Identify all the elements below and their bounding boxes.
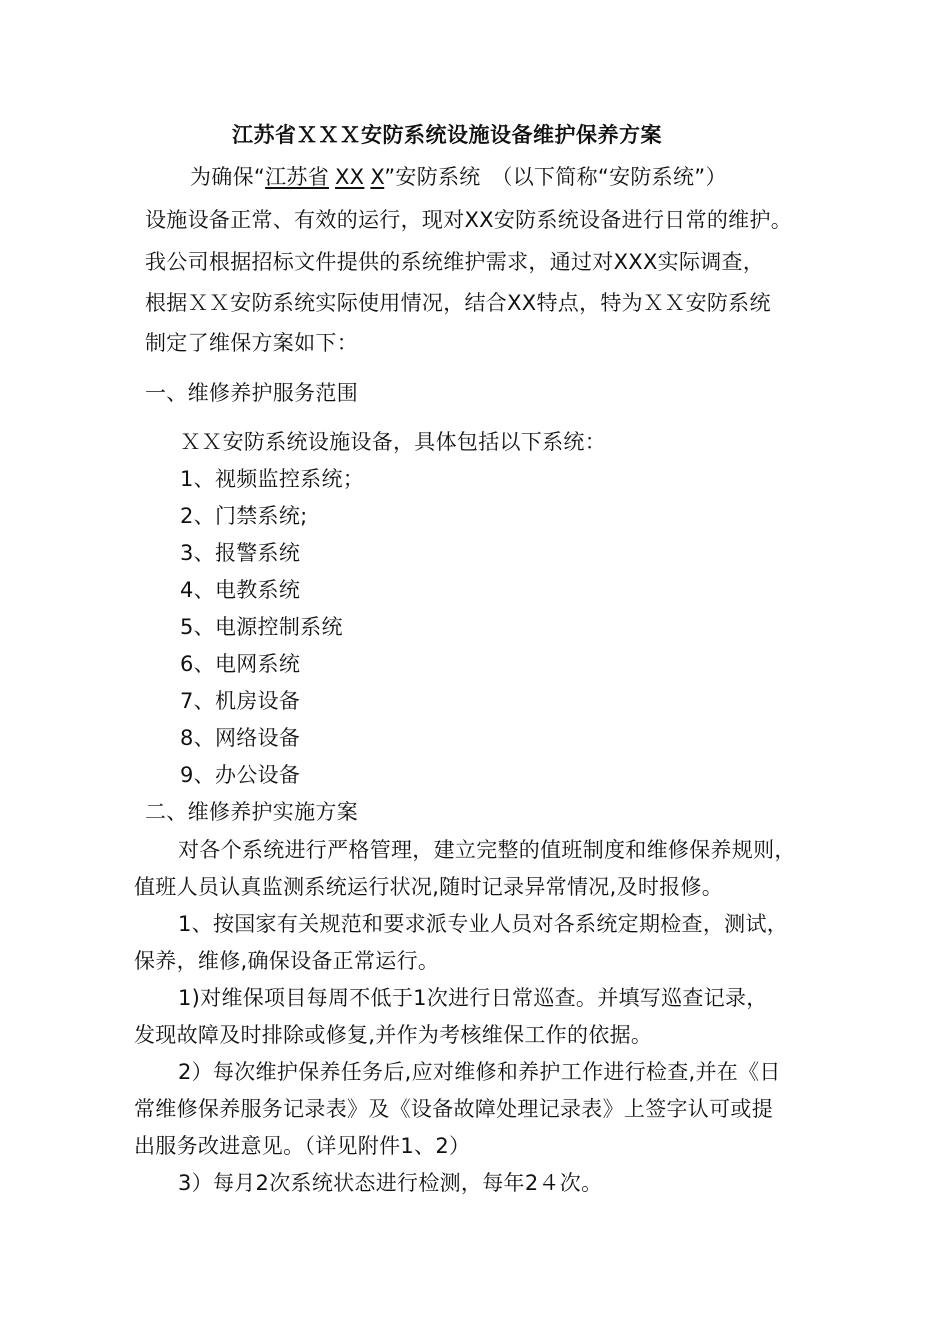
paragraph-inspection-line-2: 保养，维修,确保设备正常运行。 [134, 949, 440, 973]
system-list-item: 5、电源控制系统 [180, 615, 343, 639]
intro-line-2: 设施设备正常、有效的运行，现对XX安防系统设备进行日常的维护。 [145, 208, 793, 232]
system-list-item: 7、机房设备 [180, 689, 301, 713]
intro-underlined-province: 江苏省 [265, 165, 329, 189]
system-list-item: 8、网络设备 [180, 726, 301, 750]
intro-underlined-xx: XX [335, 165, 365, 189]
system-list-item: 6、电网系统 [180, 652, 301, 676]
paragraph-weekly-line-2: 发现故障及时排除或修复,并作为考核维保工作的依据。 [134, 1023, 653, 1047]
intro-line-1 [190, 163, 727, 191]
system-list-item: 9、办公设备 [180, 763, 301, 787]
paragraph-weekly-line-1: 1)对维保项目每周不低于1次进行日常巡查。并填写巡查记录， [178, 986, 768, 1010]
intro-line-1-suffix: ”安防系统 （以下简称“安防系统”） [384, 165, 727, 189]
intro-line-1-prefix: 为确保“ [190, 165, 266, 189]
system-list-item: 4、电教系统 [180, 578, 301, 602]
section-1-lead: ＸＸ安防系统设施设备，具体包括以下系统： [180, 430, 606, 454]
paragraph-management-line-2: 值班人员认真监测系统运行状况,随时记录异常情况,及时报修。 [134, 875, 724, 899]
paragraph-management-line-1: 对各个系统进行严格管理，建立完整的值班制度和维修保养规则， [178, 838, 796, 862]
intro-line-5: 制定了维保方案如下： [145, 331, 358, 355]
paragraph-monthly-line-1: 3）每月2次系统状态进行检测，每年2４次。 [178, 1171, 603, 1195]
paragraph-records-line-3: 出服务改进意见。（详见附件1、2） [134, 1134, 471, 1158]
intro-line-4: 根据ＸＸ安防系统实际使用情况，结合XX特点，特为ＸＸ安防系统 [145, 291, 771, 315]
system-list-item: 3、报警系统 [180, 541, 301, 565]
section-2-heading: 二、维修养护实施方案 [145, 800, 358, 824]
section-1-heading: 一、维修养护服务范围 [145, 381, 358, 405]
paragraph-records-line-1: 2）每次维护保养任务后,应对维修和养护工作进行检查,并在《日 [178, 1060, 781, 1084]
intro-line-3: 我公司根据招标文件提供的系统维护需求，通过对XXX实际调查， [145, 250, 765, 274]
paragraph-records-line-2: 常维修保养服务记录表》及《设备故障处理记录表》上签字认可或提 [134, 1097, 773, 1121]
system-list-item: 1、视频监控系统； [180, 467, 365, 491]
document-title: 江苏省ＸＸＸ安防系统设施设备维护保养方案 [232, 123, 662, 147]
paragraph-inspection-line-1: 1、按国家有关规范和要求派专业人员对各系统定期检查，测试， [178, 912, 789, 936]
intro-underlined-x: X [370, 165, 385, 189]
system-list-item: 2、门禁系统; [180, 504, 308, 528]
